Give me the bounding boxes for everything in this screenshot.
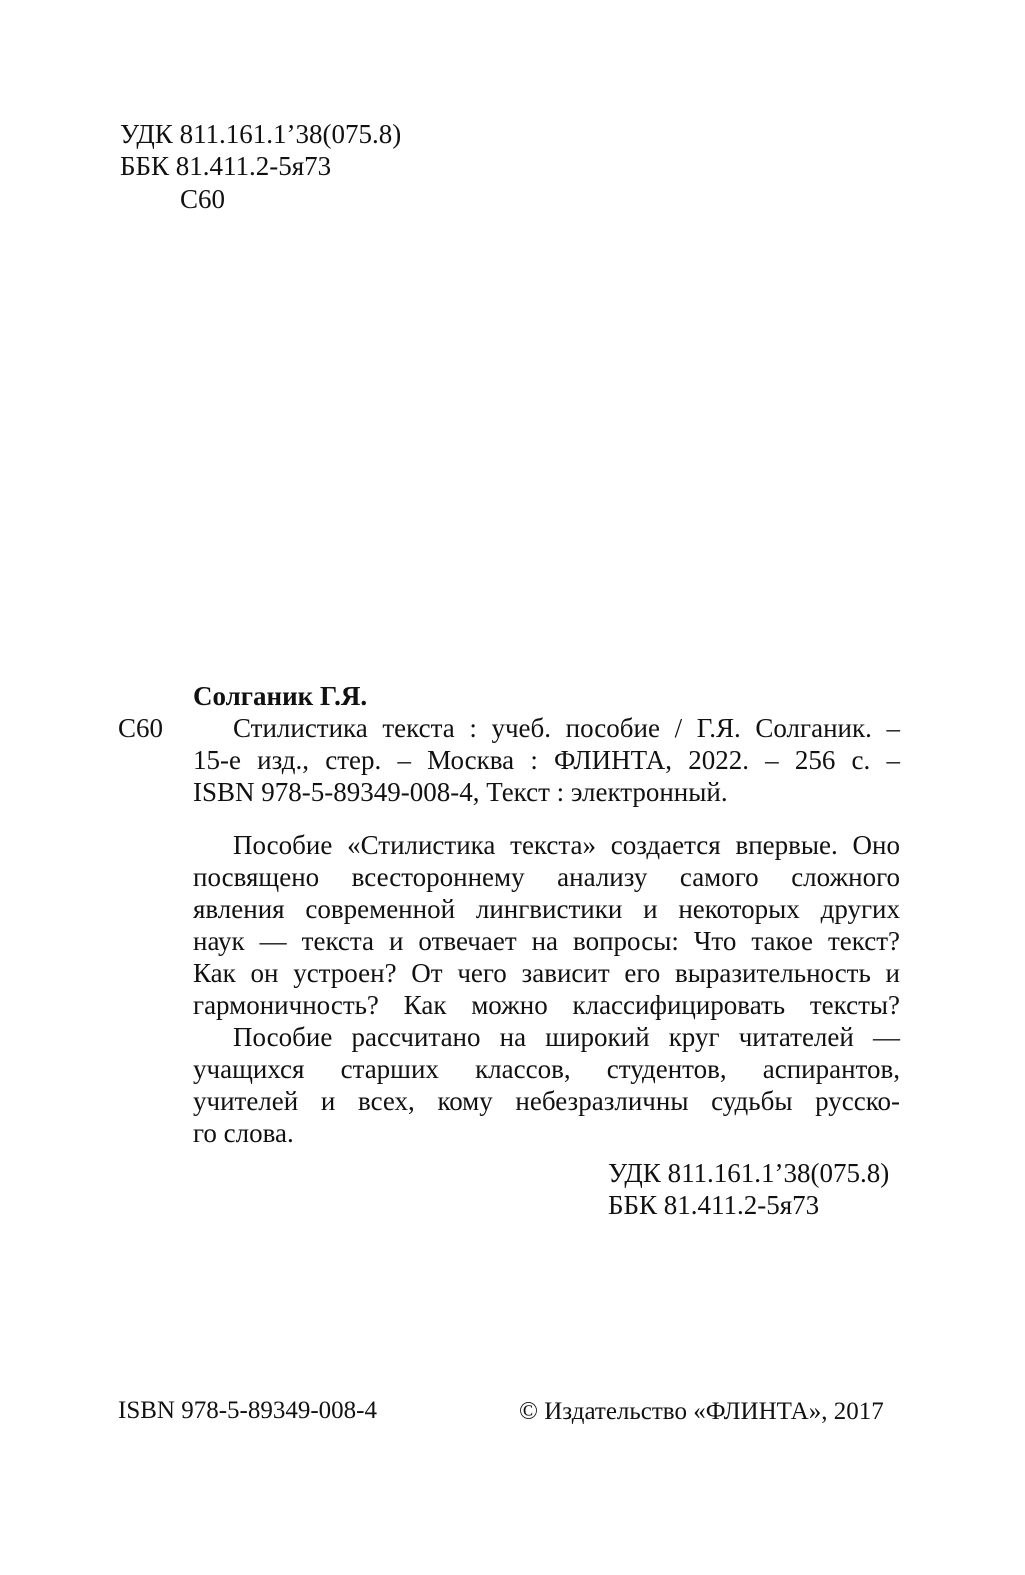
annotation-p1-line-5: Как он устроен? От чего зависит его выразительность и [193,958,900,988]
record-line-3: ISBN 978-5-89349-008-4, Текст : электронный. [193,777,728,807]
annotation-p1-line-3: явления современной лингвистики и некоторых других [193,894,900,924]
record-author-mark: С60 [118,713,164,743]
top-author-mark: С60 [180,184,226,214]
annotation-p1-line-4: наук — текста и отвечает на вопросы: Что такое текст? [193,926,900,956]
annotation-p1-line-6: гармоничность? Как можно классифицировать тексты? [193,990,900,1020]
annotation-p2-line-4: го слова. [193,1118,294,1148]
annotation-p1-line-1: Пособие «Стилистика текста» создается впервые. Оно [233,830,900,860]
record-line-1: Стилистика текста : учеб. пособие / Г.Я. Солганик. – [233,713,900,743]
annotation-p2-line-1: Пособие рассчитано на широкий круг читателей — [233,1022,900,1052]
annotation-p1-line-2: посвящено всестороннему анализу самого сложного [193,862,900,892]
footer-isbn: ISBN 978-5-89349-008-4 [118,1397,378,1424]
top-udk: УДК 811.161.1’38(075.8) [120,119,402,149]
author-heading: Солганик Г.Я. [193,681,368,711]
bottom-bbk: ББК 81.411.2-5я73 [608,1190,820,1220]
annotation-p2-line-2: учащихся старших классов, студентов, аспирантов, [193,1054,900,1084]
top-bbk: ББК 81.411.2-5я73 [120,151,332,181]
bottom-udk: УДК 811.161.1’38(075.8) [608,1158,890,1188]
footer-copyright: © Издательство «ФЛИНТА», 2017 [519,1398,884,1425]
record-line-2: 15-е изд., стер. – Москва : ФЛИНТА, 2022. – 256 с. – [193,745,900,775]
annotation-p2-line-3: учителей и всех, кому небезразличны судьбы русско- [193,1086,900,1116]
